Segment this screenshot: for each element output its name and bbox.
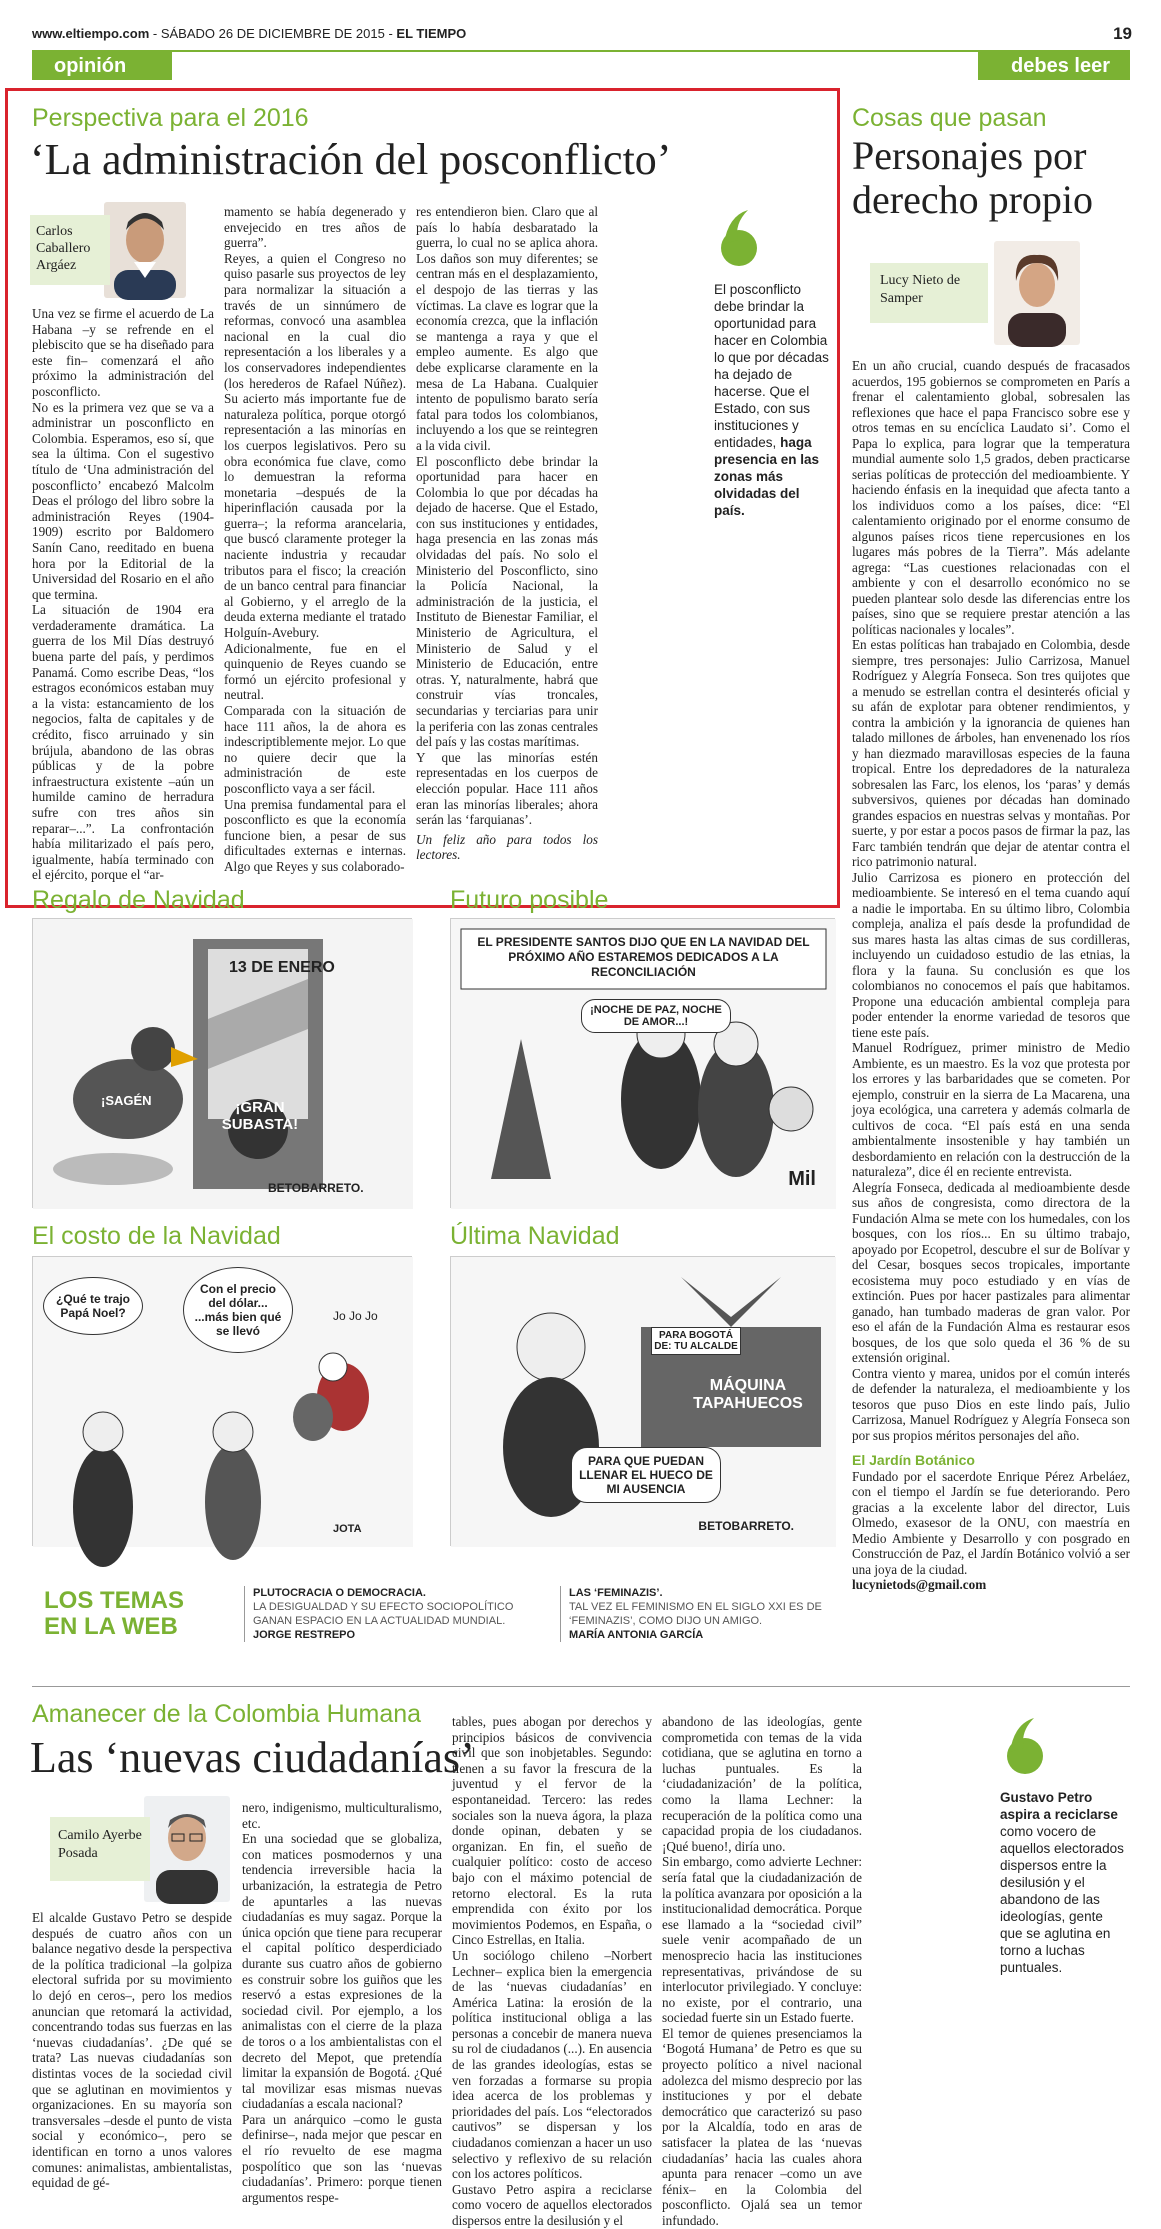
- cartoon2-speech: ¡NOCHE DE PAZ, NOCHE DE AMOR...!: [581, 999, 731, 1033]
- side-article-body-text: En un año crucial, cuando después de fracasados acuerdos, 195 gobiernos se comprometen en París a frenar el calentamiento global, sobresalen las reflexiones que hace el papa Francisco sobre ese y otros temas en su encíclica Laudato si’. Como el Papa lo explica, para lograr que la temperatura mundial aumente solo 1,5 grados, deben practicarse serias políticas de protección del medioambiente. Y haciendo énfasis en la inequidad que afecta tanto a los individuos como a los países, dice: “El calentamiento originado por el enorme consumo de algunos países ricos tiene repercusiones en los lugares más pobres de la Tierra”. Más adelante agrega: “Las cuestiones relacionadas con el ambiente y con el desarrollo económico no se pueden plantear solo desde las diferencias entre los países, sino que se requiere prestar atención a las políticas nacionales y locales”. En estas políticas han trabajado en Colombia, desde siempre, tres personajes: Julio Carrizosa, Manuel Rodríguez y Alegría Fonseca. Son tres quijotes que a menudo se estrellan contra el desinterés oficial y su afán de explotar para obtener rendimientos, y contra la ambición y la ignorancia de quienes han talado millones de árboles, han envenenado los ríos y han diezmado maravillosas especies de la fauna tropical. Entre los depredadores de la naturaleza sobresalen las Farc, los elenos, los ‘paras’ y demás subversivos, quienes por décadas han dominado grandes espacios en nuestras selvas y montañas. Por suerte, y por estar a pocos pasos de firmar la paz, las Farc también tendrán que dejar de atentar contra el rico patrimonio natural. Julio Carrizosa es pionero en protección del medioambiente. Se interesó en el tema cuando aquí a nadie le importaba. En su último libro, Colombia compleja, analiza el país desde la profundidad de sus mares hasta las altas cimas de sus cordilleras, incluyendo un cuidadoso estudio de las etnias, la flora y la fauna. Su conclusión es que los colombianos no conocemos el país que habitamos. Propone una educación ambiental compleja para poder entender la enorme variedad de tesoros que tiene este país. Manuel Rodríguez, primer ministro de Medio Ambiente, es un maestro. Es la voz que protesta por los errores y las barbaridades que se cometen. Por ejemplo, construir en la sierra de La Macarena, una joya ecológica, una carretera y además colmarla de cultivos de coca. “El país está en una senda ambientalmente insostenible y hay también un desbordamiento en relación con la destrucción de la naturaleza”, dice él en reciente entrevista. Alegría Fonseca, dedicada al medioambiente desde sus años de congresista, como directora de la Fundación Alma se mete con los humedales, con los bosques, con los ríos... En su último trabajo, apoyado por Ecopetrol, descubre el sur de Bolívar y del Cesar, bosques secos tropicales, importante ecosistema muy poco estudiado y en vías de extinción. Pues por hacer pastizales para alimentar ganado, han tumbado maderas de gran valor. Por eso el afán de la Fundación Alma es restaurar esos bosques, de los que solo queda el 36 % de su extensión original. Contra viento y marea, unidos por el común interés de defender la naturaleza, el medioambiente y los tesoros que puso Dios en este lindo país, Julio Carrizosa, Manuel Rodríguez y Alegría Fonseca son por sus propios méritos personajes del año.: [852, 358, 1130, 1443]
- cartoon3-jojo: Jo Jo Jo: [333, 1309, 378, 1323]
- bottom-article-author-box: [50, 1794, 240, 1904]
- bottom-quote-mark-icon: [1000, 1718, 1050, 1776]
- bottom-pullquote-bold: Gustavo Petro aspira a reciclarse: [1000, 1790, 1118, 1822]
- main-article-kicker: Perspectiva para el 2016: [32, 104, 309, 132]
- main-article-col3: [416, 204, 598, 902]
- web-topic-2-author: MARÍA ANTONIA GARCÍA: [569, 1629, 704, 1641]
- side-article-kicker: Cosas que pasan: [852, 104, 1047, 132]
- side-author-name: Lucy Nieto de Samper: [880, 273, 961, 306]
- bottom-article-col4: [662, 1714, 862, 2228]
- author-portrait-icon: [104, 202, 186, 298]
- bottom-article-col2: [242, 1800, 442, 2205]
- cartoon2-signature: Mil: [788, 1168, 816, 1190]
- pullquote-bold: haga presencia en las zonas más olvidadas del país.: [714, 435, 820, 518]
- web-topic-1[interactable]: [244, 1586, 514, 1642]
- web-topic-1-text: LA DESIGUALDAD Y SU EFECTO SOCIOPOLÍTICO GANAN ESPACIO EN LA ACTUALIDAD MUNDIAL.: [253, 1601, 514, 1627]
- main-article-col1: [32, 306, 214, 902]
- side-article-title: Personajes por derecho propio: [852, 133, 1094, 222]
- section-label: opinión: [54, 55, 127, 77]
- cartoon4-title: Última Navidad: [450, 1222, 620, 1250]
- issue-date: SÁBADO 26 DE DICIEMBRE DE 2015: [160, 26, 385, 41]
- bottom-article-col1-text: El alcalde Gustavo Petro se despide después de cuatro años con un balance negativo desde la perspectiva de la política tradicional –la golpiza electoral sufrida por su movimiento lo dejó en ceros–, pero los medios anuncian que retomará la actividad, concentrando todas sus fuerzas en las ‘nuevas ciudadanías’. ¿De qué se trata? Las nuevas ciudadanías son distintas voces de la sociedad civil que se aglutinan en movimientos y organizaciones. En su mayoría son transversales –desde el punto de vista social y económico–, pero se identifican en torno a unos valores comunes: animalistas, ambientalistas, equidad de gé-: [32, 1910, 232, 2191]
- main-article-col2-text: mamento se había degenerado y envejecido en tres años de guerra”. Reyes, a quien el Congreso no quiso pasarle sus proyectos de ley para normalizar la situación a través de un sinnúmero de reformas, convocó una asamblea nacional en la cual dio representación a los liberales y a los conservadores independientes (los herederos de Rafael Núñez). Su acierto más importante fue de naturaleza política, porque otorgó representación a las minorías en los cuerpos legislativos. Pero su obra económica fue clave, como lo demuestran la reforma monetaria –después de la hiperinflación causada por la guerra–; la reforma arancelaria, que buscó claramente proteger la naciente industria y recaudar tributos para el fisco; la creación de un banco central para financiar al Gobierno, y el arreglo de la deuda externa mediante el tratado Holguín-Avebury. Adicionalmente, fue en el quinquenio de Reyes cuando se formó un ejército profesional y neutral. Comparada con la situación de hace 111 años, la de ahora es indescriptiblemente mejor. Lo que no quiere decir que la administración de este posconflicto vaya a ser fácil. Una premisa fundamental para el posconflicto es que la economía funcione bien, a pesar de sus dificultades externas e internas. Algo que Reyes y sus colaborado-: [224, 204, 406, 874]
- web-topics-label2: EN LA WEB: [44, 1613, 178, 1640]
- page-number: 19: [1113, 24, 1132, 43]
- cartoon4-tag: PARA BOGOTÁ DE: TU ALCALDE: [651, 1327, 741, 1355]
- cartoon3-bubble2: Con el precio del dólar... ...más bien qué se llevó: [183, 1267, 293, 1353]
- cartoon1-label1: 13 DE ENERO: [229, 959, 335, 976]
- main-article-col2: [224, 204, 406, 902]
- main-article-title: ‘La administración del posconflicto’: [30, 135, 672, 184]
- cartoon3: [32, 1256, 412, 1546]
- cartoon4-machine: MÁQUINA TAPAHUECOS: [693, 1377, 803, 1412]
- bottom-article-title: Las ‘nuevas ciudadanías’: [30, 1733, 475, 1782]
- web-topics-box: [32, 1586, 834, 1646]
- bottom-article-col4-text: abandono de las ideologías, gente comprometida con temas de la vida cotidiana, que se aglutina en torno a luchas puntuales. Es la ‘ciudadanización’ de la política, como la llama Lechner: la recuperación de la política como una capacidad propia de los ciudadanos. ¡Qué bueno!, diría uno. Sin embargo, como advierte Lechner: sería fatal que la ciudadanización de la política avanzara por oposición a la institucionalidad democrática. Porque ese llamado a la “sociedad civil” suele venir acompañado de un menosprecio hacia las instituciones representativas, privándose de su interlocutor privilegiado. Y concluye: no existe, por el contrario, una sociedad fuerte sin un Estado fuerte. El temor de quienes presenciamos la ‘Bogotá Humana’ de Petro es que su proyecto político a nivel nacional adolezca del mismo desprecio por las instituciones y por el debate democrático que caracterizó su paso por la Alcaldía, todo en aras de satisfacer la platea de las ‘nuevas ciudadanías’ hacia las cuales ahora apunta para renacer –como un ave fénix– en la Colombia del posconflicto. Ojalá sea un temor infundado.: [662, 1714, 862, 2228]
- bottom-author-portrait-icon: [144, 1796, 230, 1902]
- quote-mark-icon: [714, 210, 764, 268]
- bottom-author-name-box: [50, 1817, 150, 1881]
- cartoon1-label2: ¡GRAN SUBASTA!: [221, 1099, 299, 1133]
- bottom-author-name: Camilo Ayerbe Posada: [58, 1828, 142, 1861]
- section-bar: [32, 50, 1130, 80]
- cartoon4-speech: PARA QUE PUEDAN LLENAR EL HUECO DE MI AUSENCIA: [571, 1447, 721, 1503]
- side-article-author-box: [870, 238, 1110, 348]
- bottom-pullquote: [1000, 1718, 1124, 1976]
- web-topics-label1: LOS TEMAS: [44, 1587, 185, 1614]
- web-topic-1-author: JORGE RESTREPO: [253, 1629, 356, 1641]
- cartoon3-title: El costo de la Navidad: [32, 1222, 281, 1250]
- cartoon1-title: Regalo de Navidad: [32, 886, 245, 914]
- main-article-col3-text: res entendieron bien. Claro que al país lo había desbaratado la guerra, lo cual no se aplica ahora. Los daños son muy diferentes; se centran más en el desplazamiento, el despojo de las tierras y las víctimas. La clave es lograr que la economía crezca, que la inflación se mantenga a raya y que el empleo aumente. Es algo que debe explicarse claramente en la mesa de La Habana. Cualquier intento de populismo barato sería fatal para todos los colombianos, incluyendo a los que se reintegren a la vida civil. El posconflicto debe brindar la oportunidad para hacer en Colombia lo que por décadas ha dejado de hacerse. Que el Estado, con sus instituciones y entidades, haga presencia en las zonas más olvidadas del país. No solo el Ministerio del Posconflicto, sino la Policía Nacional, la administración de la justicia, el Instituto de Bienestar Familiar, el Ministerio de Agricultura, el Ministerio de Salud y el Ministerio de Educación, entre otras. Y, naturalmente, habrá que construir vías troncales, secundarias y terciarias para unir la periferia con las zonas centrales del país y las costas marítimas. Y que las minorías estén representadas en los cuerpos de elección popular. Hace 111 años eran las minorías liberales; ahora serán las ‘farquianas’.: [416, 204, 598, 828]
- cartoon1-signature: BETOBARRETO.: [268, 1181, 364, 1195]
- side-author-portrait-icon: [994, 241, 1080, 345]
- side-article-subhead: El Jardín Botánico: [852, 1452, 975, 1468]
- side-author-photo: [994, 241, 1080, 345]
- cartoon1: [32, 918, 412, 1208]
- side-article-body: [852, 358, 1130, 1698]
- cartoon1-label3: ¡SAGÉN: [101, 1093, 152, 1108]
- bottom-article-col3-text: tables, pues abogan por derechos y principios básicos de convivencia civil que son inobjetables. Segundo: tienen a su favor la frescura de la juventud y el fervor de la espontaneidad. Tercero: las redes sociales son la nueva ágora, la plaza donde opinan, debaten y se organizan. En fin, el sueño de cualquier político: costo de acceso bajo con el máximo potencial de retorno electoral. Es la ruta emprendida con éxito por los movimientos Podemos, en España, o Cinco Estrellas, en Italia. Un sociólogo chileno –Norbert Lechner– explica bien la emergencia de las ‘nuevas ciudadanías’ en América Latina: la erosión de la política institucional obliga a las personas a concebir de manera nueva su rol de ciudadanos (...). En ausencia de las grandes ideologías, estas se ven forzadas a formarse su propia idea acerca de los problemas y prioridades del país. Los “electorados cautivos” se dispersan y los ciudadanos comienzan a hacer un uso selectivo y reflexivo de su relación con los actores políticos. Gustavo Petro aspira a reciclarse como vocero de aquellos electorados dispersos entre la desilusión y el: [452, 1714, 652, 2228]
- side-article-email[interactable]: lucynietods@gmail.com: [852, 1577, 987, 1592]
- bottom-pullquote-text: como vocero de aquellos electorados dispersos entre la desilusión y el abandono de las ideologías, gente que se aglutina en torno a luchas puntuales.: [1000, 1824, 1124, 1975]
- web-topics-label: [44, 1588, 184, 1640]
- bottom-article-col3: [452, 1714, 652, 2228]
- bottom-article-col2-text: nero, indigenismo, multiculturalismo, etc. En una sociedad que se globaliza, con matices posmodernos y una tendencia irreversible hacia la urbanización, la estrategia de Petro de apuntarles a las nuevas ciudadanías es muy sagaz. Porque la única opción que tiene para recuperar el capital político desperdiciado durante sus cuatro años de gobierno es construir sobre los guiños que les reservó a estas expresiones de la sociedad civil. Por ejemplo, a los animalistas con el cierre de la plaza de toros o a los ambientalistas con el decreto del Mepot, que pretendía limitar la expansión de Bogotá. ¿Qué tal movilizar esas mismas nuevas ciudadanías a escala nacional? Para un anárquico –como le gusta definirse–, nada mejor que pescar en el río revuelto de ese magma pospolítico que son las ‘nuevas ciudadanías’. Primero: porque tienen argumentos respe-: [242, 1800, 442, 2205]
- cartoon4-signature: BETOBARRETO.: [698, 1519, 794, 1533]
- side-tab-label: debes leer: [1011, 55, 1110, 77]
- main-article-closing: Un feliz año para todos los lectores.: [416, 831, 598, 863]
- side-article-body2: Fundado por el sacerdote Enrique Pérez Arbeláez, con el tiempo el Jardín se fue deteriorando. Pero gracias a la excelente labor del director, Luis Olmedo, exasesor de la ONU, con maestría en Medio Ambiente y Desarrollo y con posgrado en Construcción de Paz, el Jardín Botánico volvió a ser una joya de la ciudad.: [852, 1468, 1130, 1577]
- paper-name: EL TIEMPO: [396, 26, 467, 41]
- cartoon2-caption: EL PRESIDENTE SANTOS DIJO QUE EN LA NAVIDAD DEL PRÓXIMO AÑO ESTAREMOS DEDICADOS A LA RECONCILIACIÓN: [477, 935, 810, 979]
- cartoon3-signature: JOTA: [333, 1523, 362, 1535]
- main-pullquote: [714, 210, 832, 519]
- bottom-divider: [32, 1686, 1130, 1687]
- main-article-col1-text: Una vez se firme el acuerdo de La Habana –y se refrende en el plebiscito que se ha diseñado para este fin– comenzará el año próximo la administración del posconflicto. No es la primera vez que se va a administrar un posconflicto en Colombia. Esperamos, eso sí, que sea la última. Con el sugestivo título de ‘Una administración del posconflicto’ encabezó Malcolm Deas el prólogo del libro sobre la administración Reyes (1904-1909) escrito por Baldomero Sanín Cano, reeditado en buena hora por la Editorial de la Universidad del Rosario en el año que termina. La situación de 1904 era verdaderamente dramática. La guerra de los Mil Días destruyó buena parte del país, y perdimos Panamá. Como escribe Deas, “los estragos económicos estaban muy a la vista: estancamiento de los negocios, falta de capitales y de crédito, fisco arruinado y sin brújula, abandono de las obras públicas y de la pobre infraestructura existente –aún un humilde camino de herradura sufre con tres años sin reparar–...”. La confrontación había militarizado el país pero, igualmente, había terminado con el ejército, porque el “ar-: [32, 306, 214, 883]
- web-topic-2-title: LAS ‘FEMINAZIS’.: [569, 1587, 663, 1599]
- web-topic-2[interactable]: [560, 1586, 830, 1642]
- web-topic-2-text: TAL VEZ EL FEMINISMO EN EL SIGLO XXI ES DE ‘FEMINAZIS’, COMO DIJO UN AMIGO.: [569, 1601, 822, 1627]
- author-name-box: [30, 215, 110, 285]
- site-url[interactable]: www.eltiempo.com: [32, 26, 150, 41]
- pullquote-text: El posconflicto debe brindar la oportunidad para hacer en Colombia lo que por décadas ha dejado de hacerse. Que el Estado, con sus instituciones y entidades,: [714, 282, 829, 450]
- guillotine-cartoon-icon: [33, 919, 413, 1209]
- main-article-author-box: [30, 200, 190, 300]
- bottom-author-photo: [144, 1796, 230, 1902]
- cartoon3-bubble1: ¿Qué te trajo Papá Noel?: [43, 1277, 143, 1335]
- cartoon2: [450, 918, 835, 1208]
- author-photo: [104, 202, 186, 298]
- bottom-article-kicker: Amanecer de la Colombia Humana: [32, 1700, 422, 1728]
- web-topic-1-title: PLUTOCRACIA O DEMOCRACIA.: [253, 1587, 426, 1599]
- side-author-name-box: [870, 263, 988, 323]
- cartoon4: [450, 1256, 835, 1546]
- bottom-article-col1: [32, 1910, 232, 2194]
- author-name: Carlos Caballero Argáez: [36, 224, 91, 273]
- cartoon2-title: Futuro posible: [450, 886, 609, 914]
- top-header: www.eltiempo.com - SÁBADO 26 DE DICIEMBRE DE 2015 - EL TIEMPO 19: [32, 24, 1132, 43]
